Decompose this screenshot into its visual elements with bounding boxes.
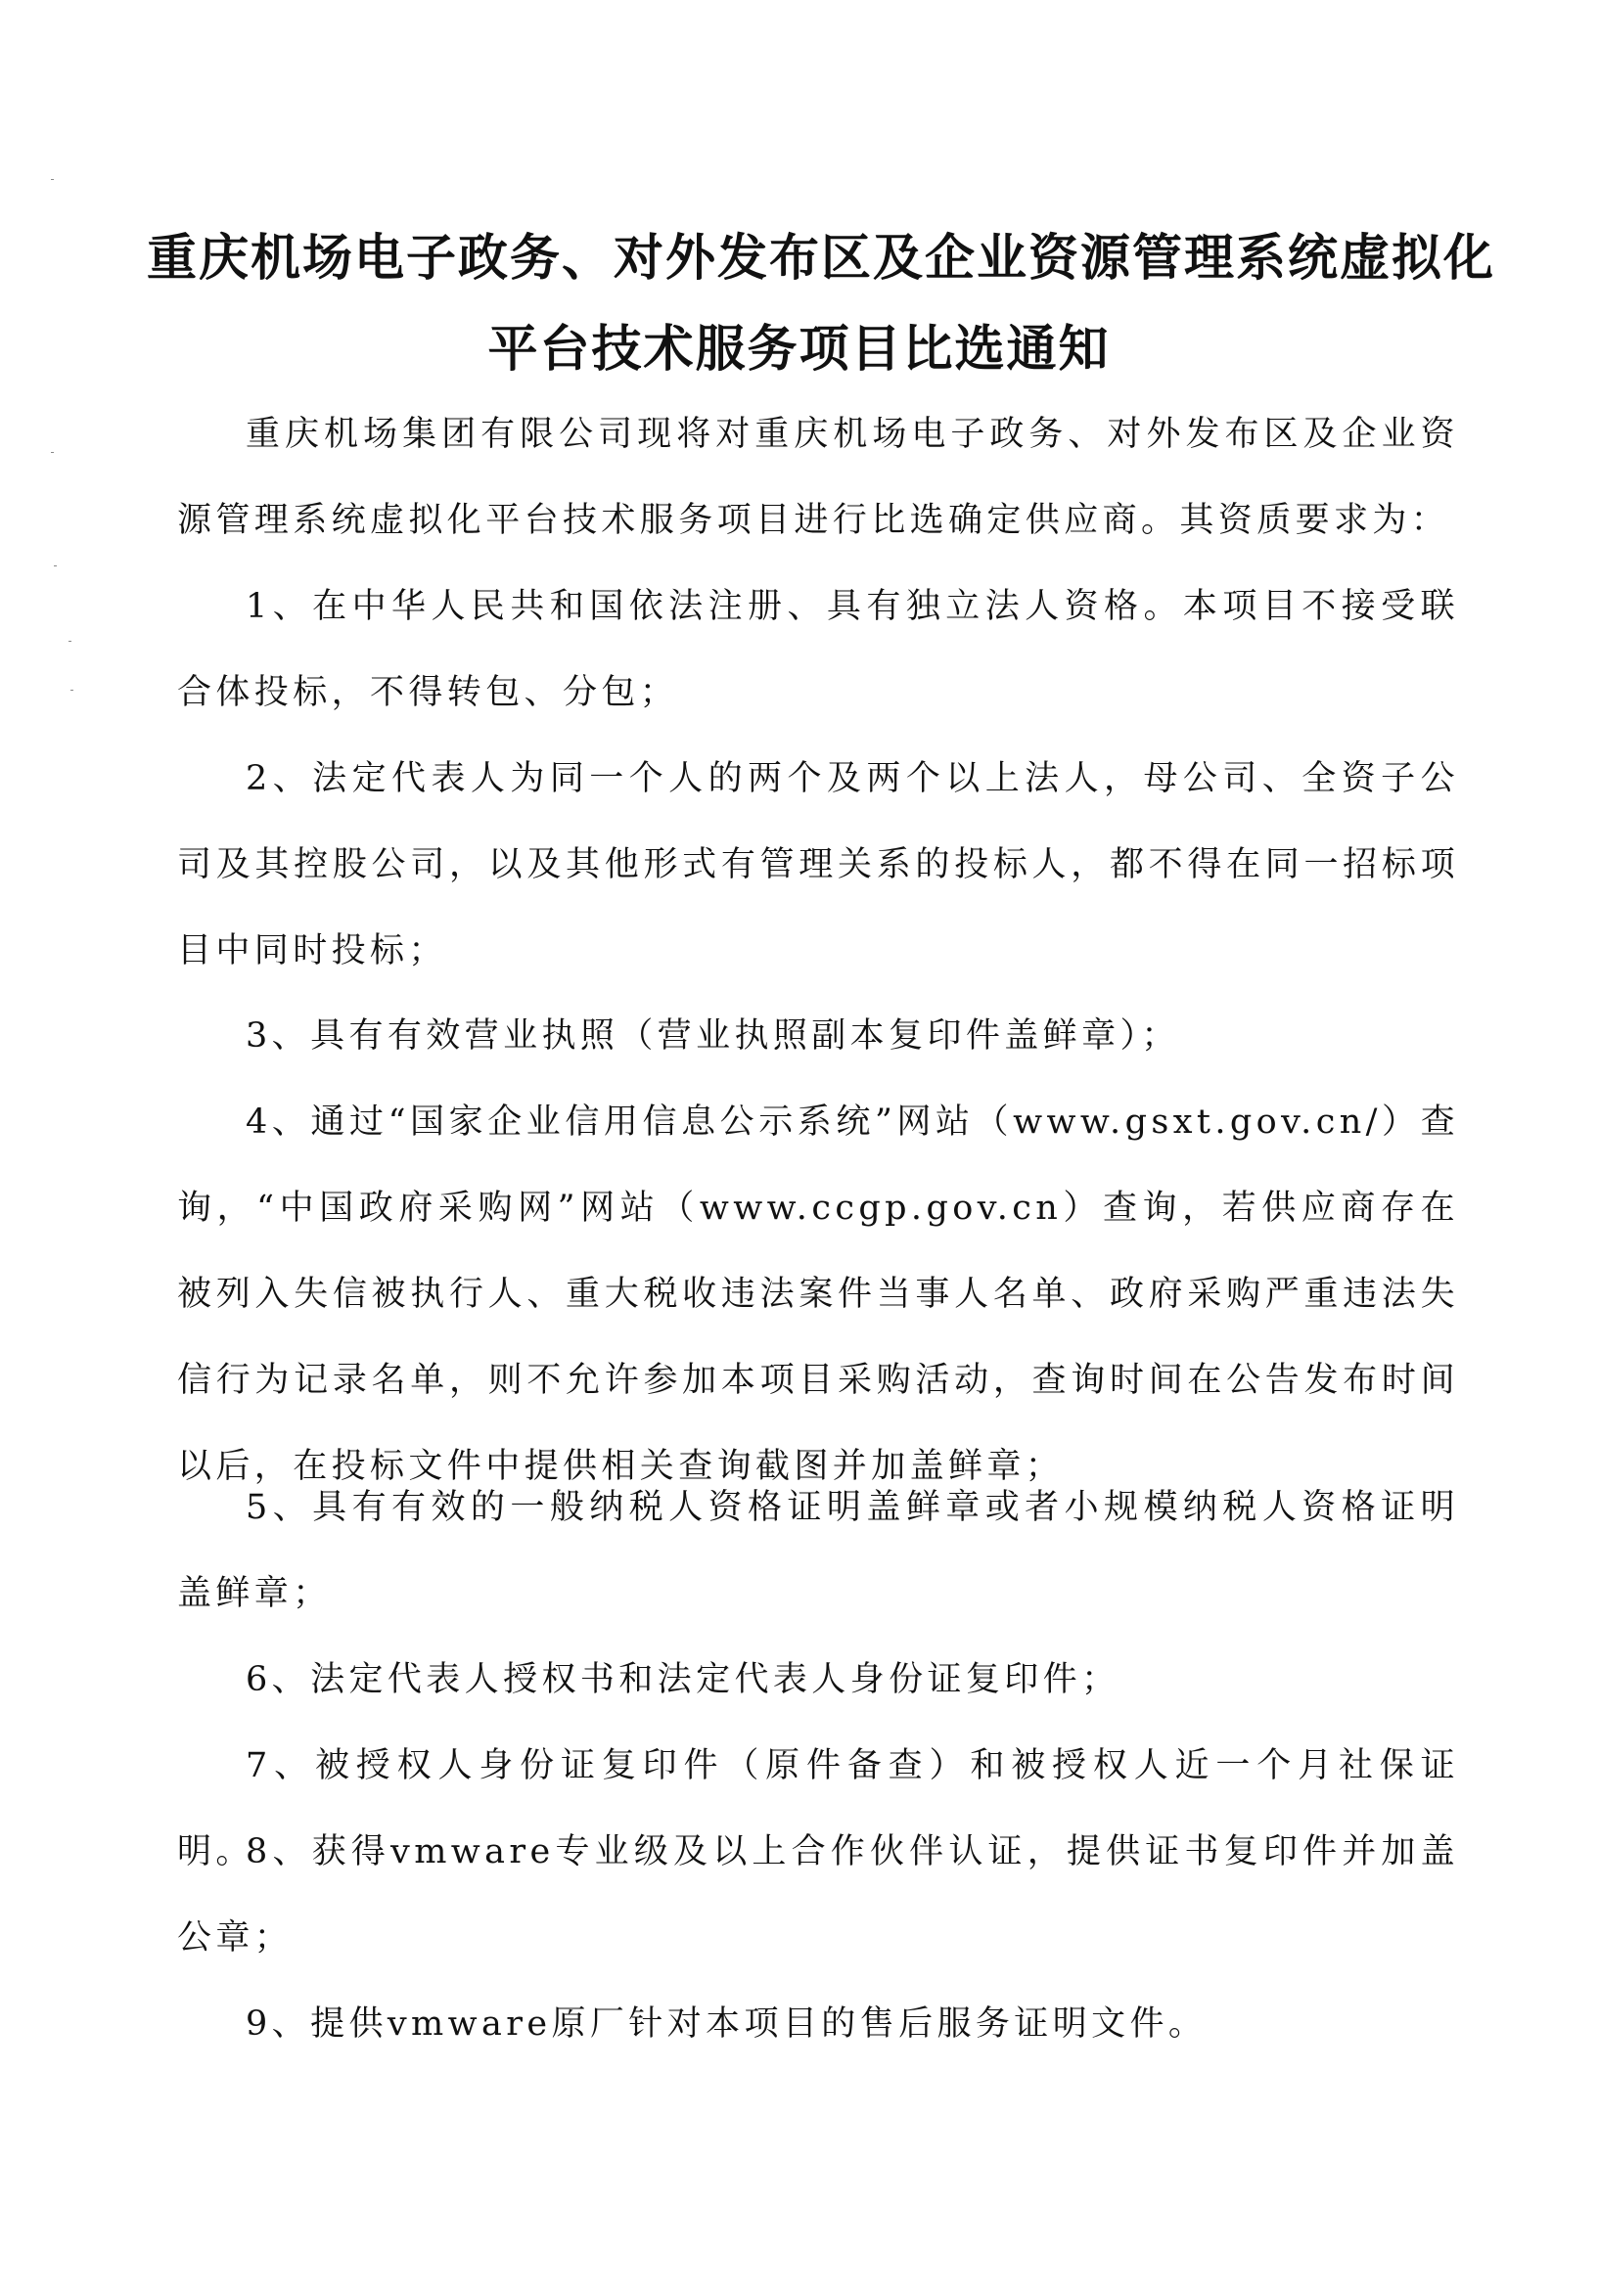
requirement-item: 1、在中华人民共和国依法注册、具有独立法人资格。本项目不接受联合体投标，不得转包、分包； [177,587,1459,712]
requirement-item: 8、获得vmware专业级及以上合作伙伴认证，提供证书复印件并加盖公章； [177,1832,1459,1958]
scan-mark [68,641,71,642]
requirement-item: 4、通过“国家企业信用信息公示系统”网站（www.gsxt.gov.cn/）查询，“中国政府采购网”网站（www.ccgp.gov.cn）查询，若供应商存在被列入失信被执行人、重大税收违法案件当事人名单、政府采购严重违法失信行为记录名单，则不允许参加本项目采购活动，查询时间在公告发布时间以后，在投标文件中提供相关查询截图并加盖鲜章； [177,1103,1459,1486]
scan-mark [51,179,54,180]
requirement-item: 7、被授权人身份证复印件（原件备查）和被授权人近一个月社保证明。 [177,1746,1459,1871]
document-title-line-2: 平台技术服务项目比选通知 [487,321,1111,379]
document-title-line-1: 重庆机场电子政务、对外发布区及企业资源管理系统虚拟化 [147,230,1496,288]
requirement-item: 6、法定代表人授权书和法定代表人身份证复印件； [246,1660,1120,1699]
requirement-item: 3、具有有效营业执照（营业执照副本复印件盖鲜章）； [246,1016,1180,1056]
requirement-item: 2、法定代表人为同一个人的两个及两个以上法人，母公司、全资子公司及其控股公司，以及其他形式有管理关系的投标人，都不得在同一招标项目中同时投标； [177,759,1459,970]
intro-paragraph: 重庆机场集团有限公司现将对重庆机场电子政务、对外发布区及企业资源管理系统虚拟化平台技术服务项目进行比选确定供应商。其资质要求为： [177,415,1459,540]
scan-mark [54,565,57,566]
scan-mark [70,690,73,691]
requirement-item: 9、提供vmware原厂针对本项目的售后服务证明文件。 [246,2004,1208,2044]
scan-mark [51,452,54,453]
requirement-item: 5、具有有效的一般纳税人资格证明盖鲜章或者小规模纳税人资格证明盖鲜章； [177,1488,1459,1613]
